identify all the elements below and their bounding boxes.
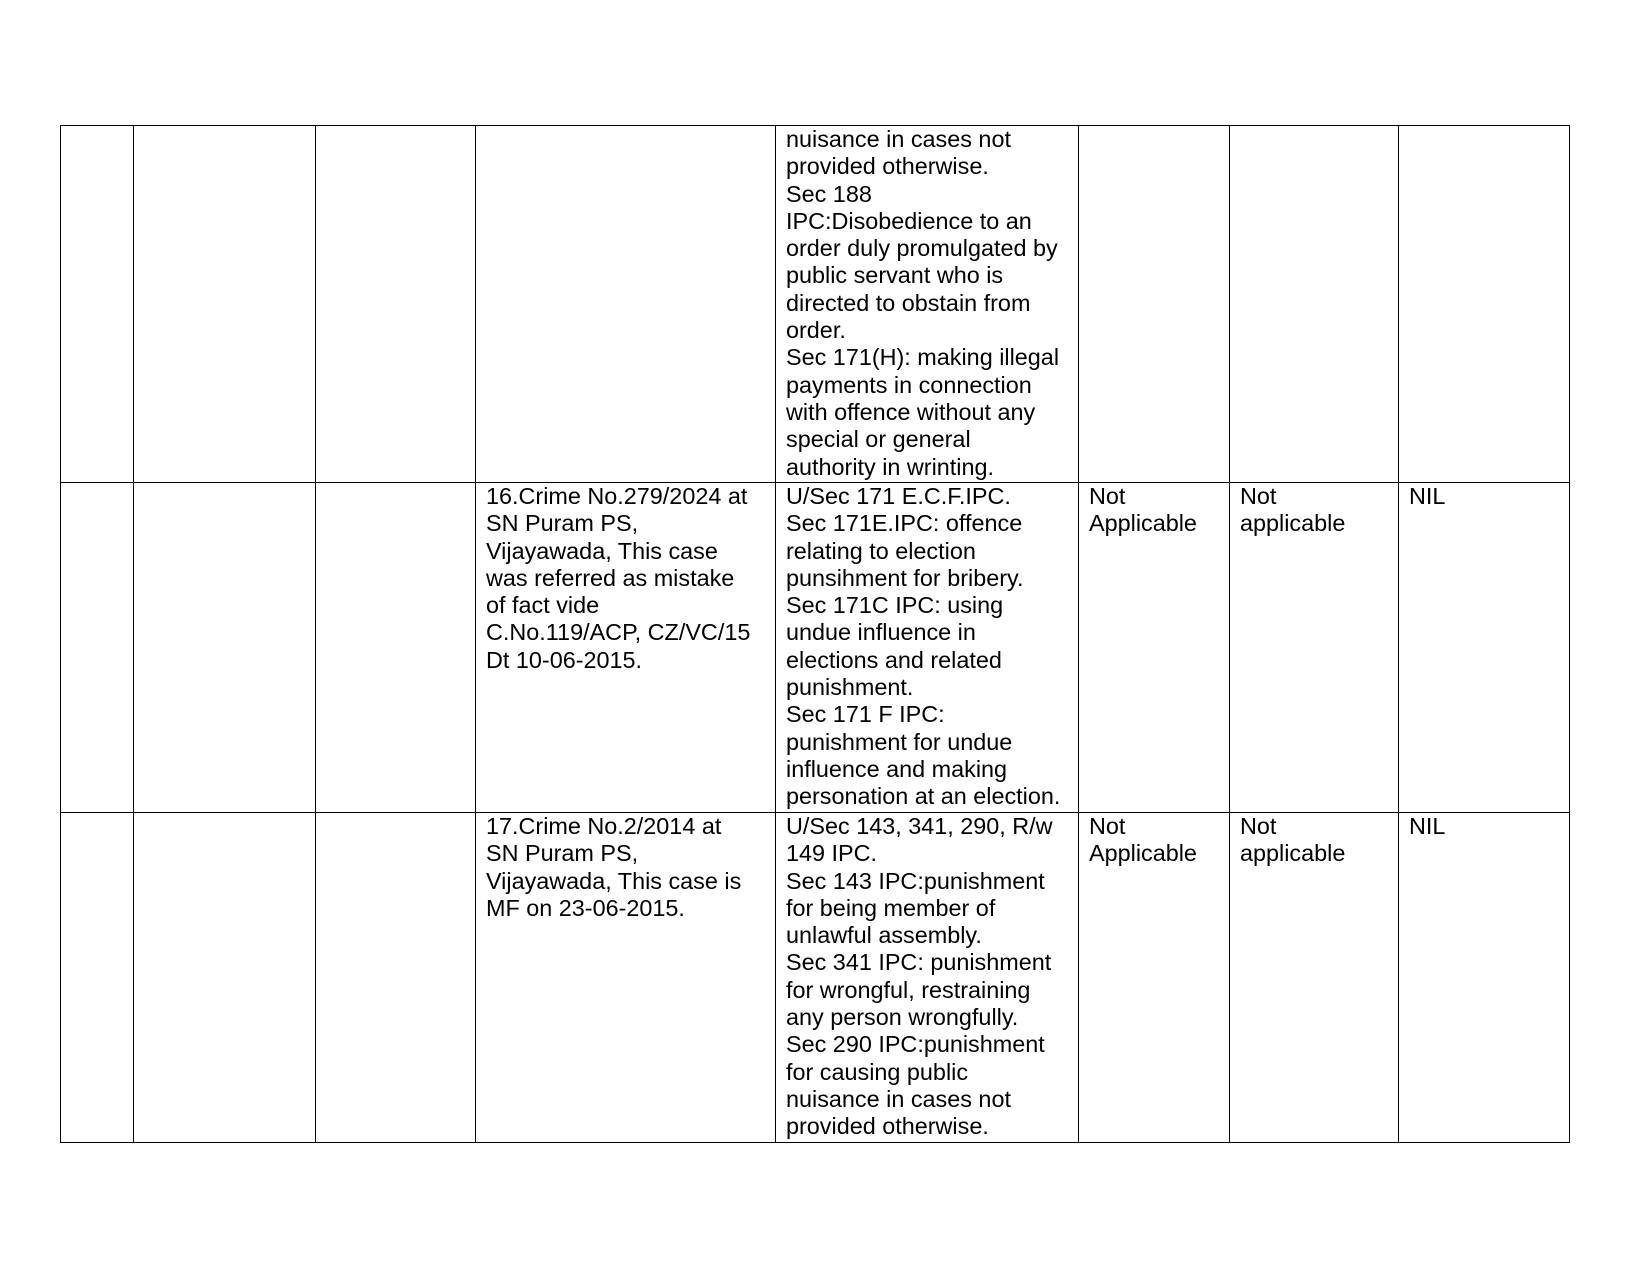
text-line: undue influence in: [786, 619, 976, 646]
text-line: order.: [786, 317, 846, 344]
cell-applicability-2: [1230, 483, 1399, 813]
text-line: NIL: [1409, 483, 1446, 509]
text-line: provided otherwise.: [786, 1113, 989, 1140]
text-line: nuisance in cases not: [786, 1085, 1011, 1112]
text-line: Vijayawada, This case is: [486, 867, 742, 894]
text-line: U/Sec 171 E.C.F.IPC.: [786, 483, 1011, 509]
text-line: Sec 171E.IPC: offence: [786, 510, 1023, 537]
cell-applicability: [1079, 126, 1230, 483]
cell-name: [134, 483, 316, 813]
text-line: U/Sec 143, 341, 290, R/w: [786, 813, 1053, 839]
table-row: [61, 483, 1570, 813]
case-details-table: [60, 125, 1570, 1143]
cell-sections: [776, 126, 1079, 483]
text-line: Sec 341 IPC: punishment: [786, 949, 1052, 976]
cell-details: [316, 126, 476, 483]
cell-case: [476, 813, 776, 1143]
text-line: Sec 171(H): making illegal: [786, 344, 1060, 371]
text-line: Sec 188: [786, 180, 872, 207]
text-line: IPC:Disobedience to an: [786, 207, 1032, 234]
cell-details: [316, 813, 476, 1143]
cell-details: [316, 483, 476, 813]
text-line: nuisance in cases not: [786, 126, 1011, 152]
text-line: for being member of: [786, 894, 996, 921]
text-line: Applicable: [1089, 840, 1197, 867]
cell-remarks: [1399, 813, 1570, 1143]
text-line: influence and making: [786, 755, 1008, 782]
text-line: Sec 143 IPC:punishment: [786, 867, 1045, 894]
cell-sections: [776, 813, 1079, 1143]
text-line: NIL: [1409, 813, 1446, 839]
text-line: with offence without any: [786, 398, 1036, 425]
text-line: order duly promulgated by: [786, 235, 1058, 262]
text-line: unlawful assembly.: [786, 922, 982, 949]
text-line: personation at an election.: [786, 783, 1061, 810]
text-line: payments in connection: [786, 371, 1032, 398]
text-line: relating to election: [786, 537, 976, 564]
cell-applicability: [1079, 483, 1230, 813]
cell-serial: [61, 813, 134, 1143]
text-line: public servant who is: [786, 262, 1004, 289]
cell-name: [134, 126, 316, 483]
cell-remarks: [1399, 126, 1570, 483]
text-line: Sec 171C IPC: using: [786, 592, 1004, 619]
text-line: provided otherwise.: [786, 153, 989, 180]
text-line: 17.Crime No.2/2014 at: [486, 813, 722, 839]
text-line: of fact vide: [486, 592, 600, 619]
text-line: Applicable: [1089, 510, 1197, 537]
cell-serial: [61, 483, 134, 813]
text-line: SN Puram PS,: [486, 510, 639, 537]
text-line: Sec 290 IPC:punishment: [786, 1031, 1045, 1058]
text-line: authority in wrinting.: [786, 453, 995, 480]
cell-applicability-2: [1230, 126, 1399, 483]
cell-remarks: [1399, 483, 1570, 813]
text-line: 149 IPC.: [786, 840, 878, 867]
text-line: for causing public: [786, 1058, 969, 1085]
text-line: Dt 10-06-2015.: [486, 646, 643, 673]
table-row: [61, 126, 1570, 483]
text-line: applicable: [1240, 840, 1346, 867]
cell-applicability-2: [1230, 813, 1399, 1143]
text-line: Not: [1089, 813, 1126, 839]
cell-case: [476, 126, 776, 483]
text-line: any person wrongfully.: [786, 1004, 1019, 1031]
text-line: elections and related: [786, 646, 1002, 673]
text-line: SN Puram PS,: [486, 840, 639, 867]
text-line: C.No.119/ACP, CZ/VC/15: [486, 619, 751, 646]
text-line: punishment.: [786, 674, 914, 701]
text-line: Not: [1240, 813, 1277, 839]
text-line: 16.Crime No.279/2024 at: [486, 483, 748, 509]
text-line: punsihment for bribery.: [786, 564, 1024, 591]
cell-applicability: [1079, 813, 1230, 1143]
text-line: for wrongful, restraining: [786, 976, 1031, 1003]
text-line: directed to obstain from: [786, 289, 1031, 316]
text-line: Not: [1240, 483, 1277, 509]
text-line: was referred as mistake: [486, 564, 735, 591]
text-line: applicable: [1240, 510, 1346, 537]
cell-case: [476, 483, 776, 813]
cell-serial: [61, 126, 134, 483]
table-row: [61, 813, 1570, 1143]
text-line: special or general: [786, 426, 971, 453]
cell-name: [134, 813, 316, 1143]
cell-sections: [776, 483, 1079, 813]
text-line: Sec 171 F IPC:: [786, 701, 945, 728]
text-line: Not: [1089, 483, 1126, 509]
text-line: Vijayawada, This case: [486, 537, 718, 564]
text-line: MF on 23-06-2015.: [486, 894, 685, 921]
text-line: punishment for undue: [786, 728, 1013, 755]
